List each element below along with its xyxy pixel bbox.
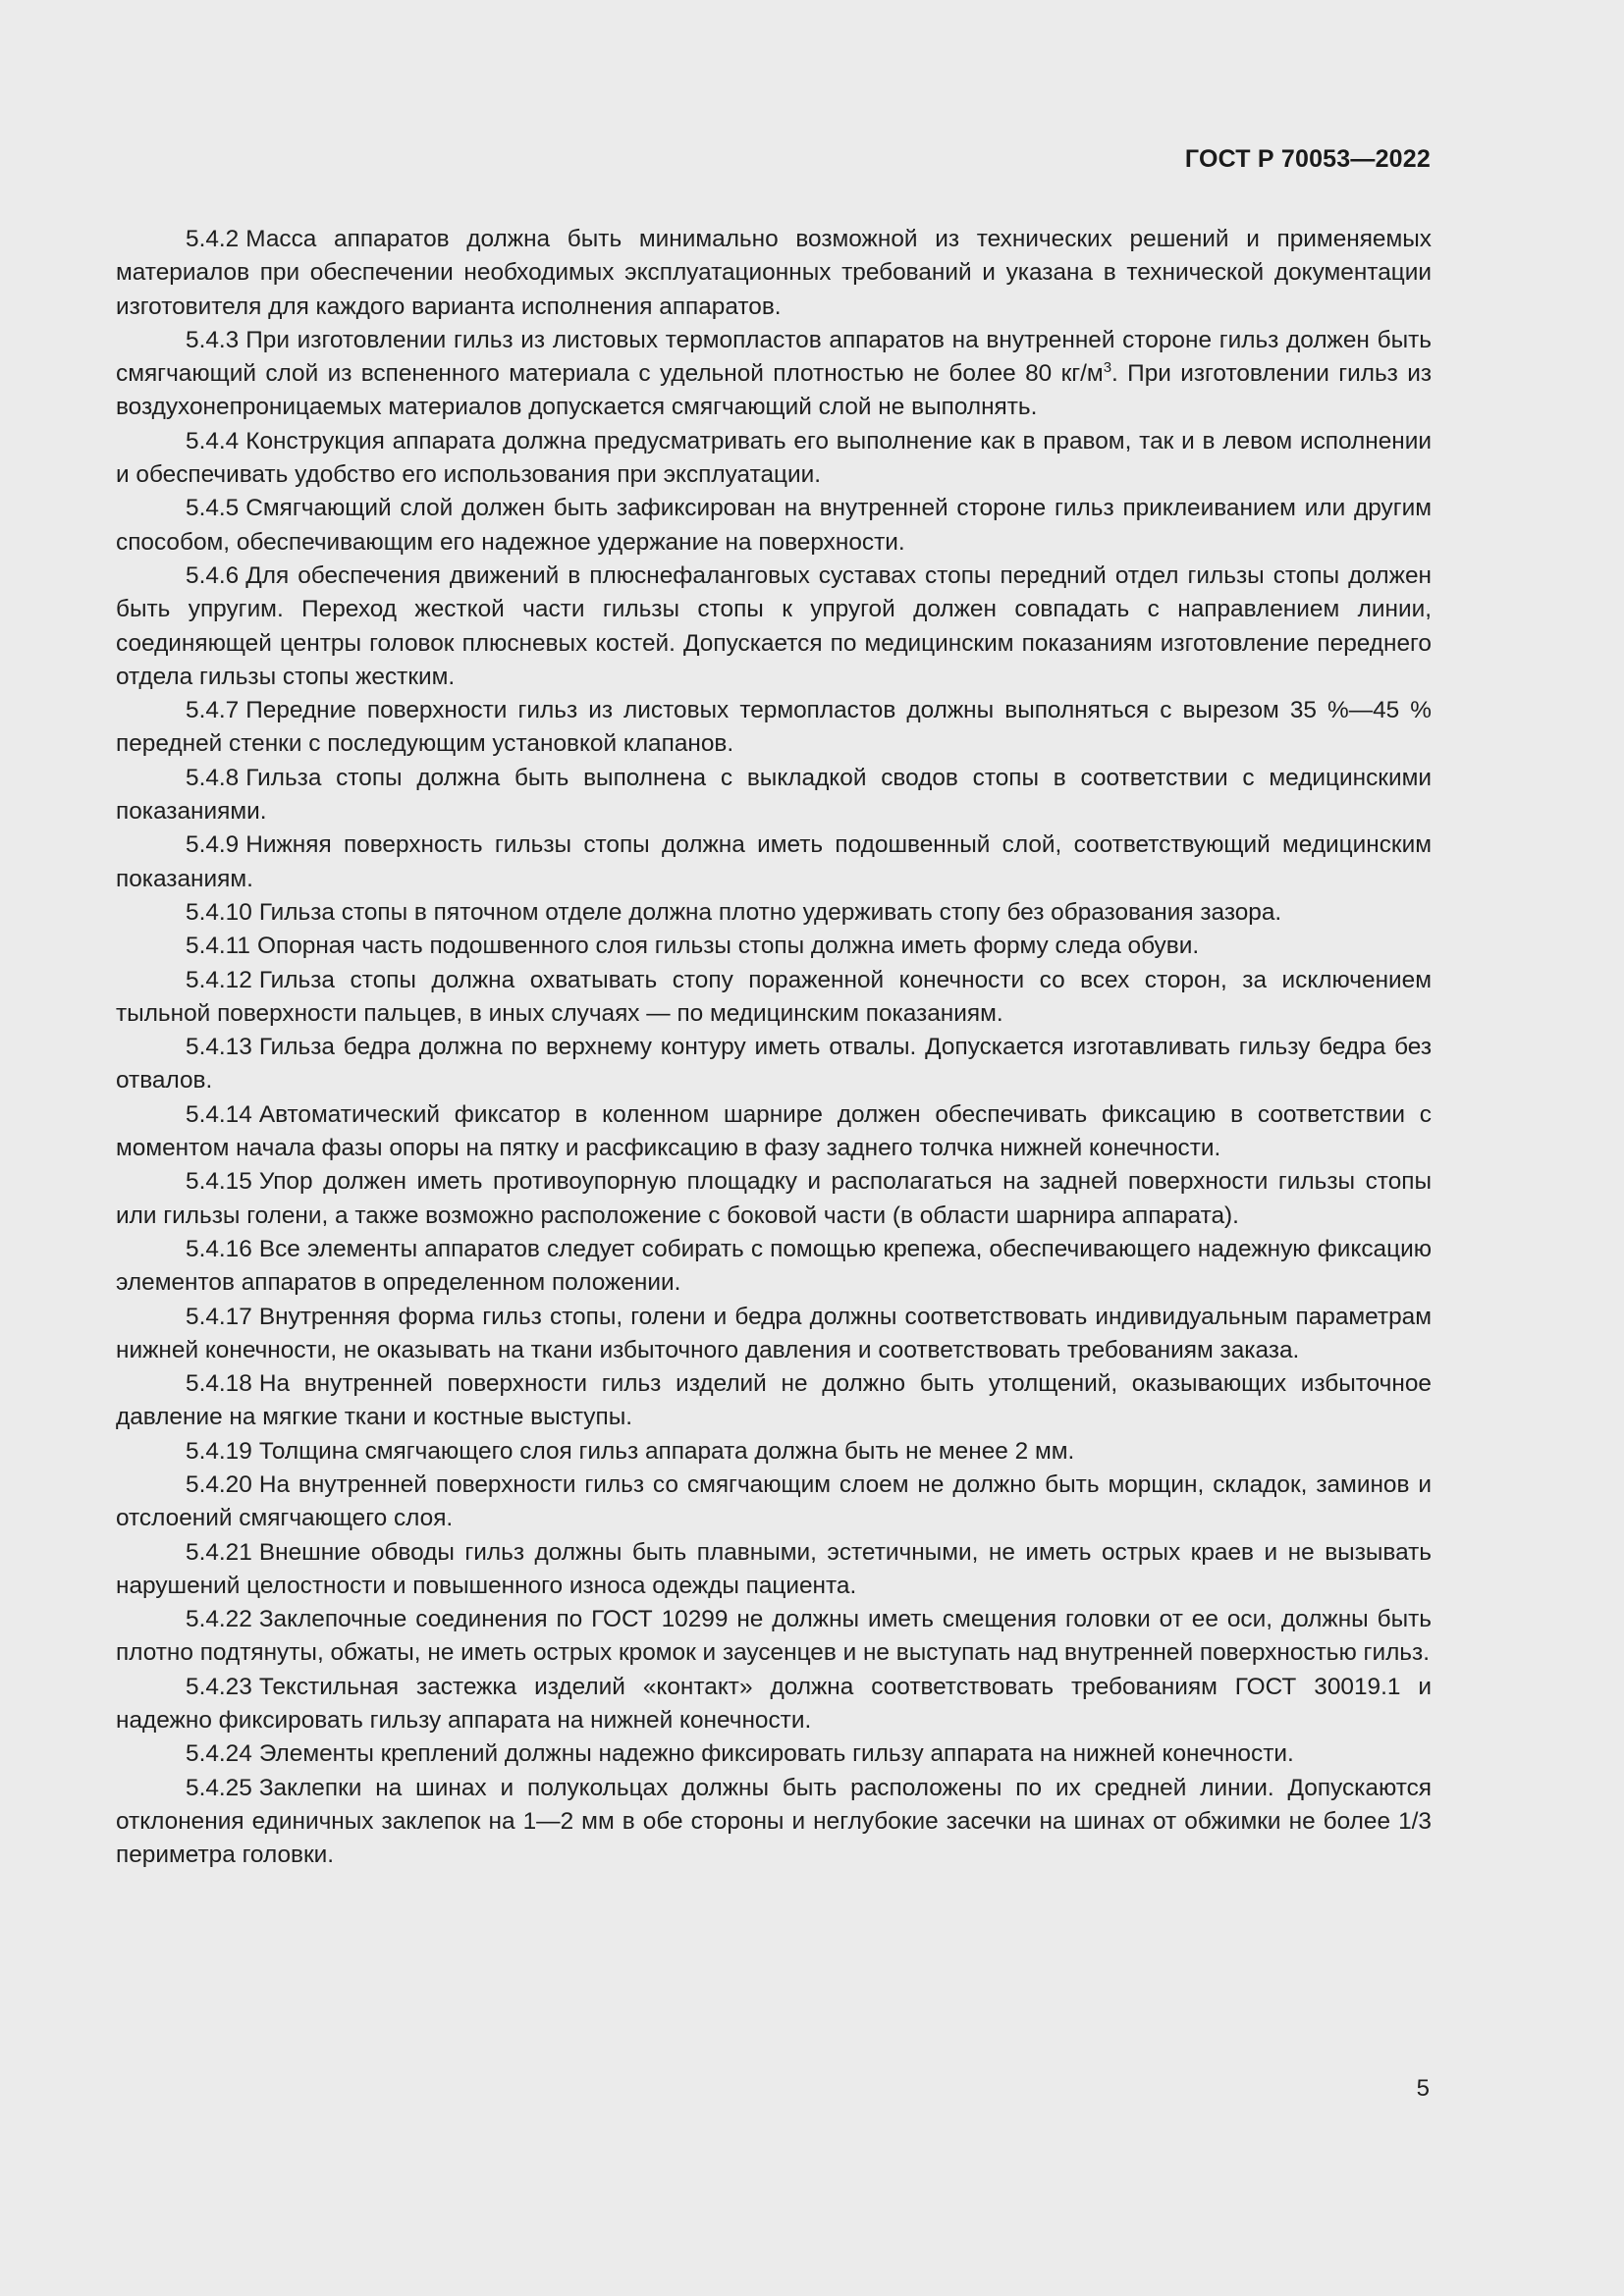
paragraph-5-4-22 [116, 1603, 1432, 1671]
paragraph-5-4-11 [116, 930, 1432, 963]
paragraph-text-continued: . При изготовлении гильз из воздухонепроницаемых материалов допускается смягчающий слой не выполнять. [116, 360, 1433, 421]
paragraph-5-4-9 [116, 828, 1432, 896]
paragraph-5-4-12 [116, 964, 1432, 1032]
paragraph-5-4-2 [116, 223, 1432, 324]
paragraph-text: Гильза стопы должна охватывать стопу пораженной конечности со всех сторон, за исключением тыльной поверхности пальцев, в иных случаях — по медицинским показаниям. [116, 966, 1432, 1027]
paragraph-number: 5.4.21 [186, 1538, 252, 1566]
paragraph-text: Масса аппаратов должна быть минимально возможной из технических решений и применяемых материалов при обеспечении необходимых эксплуатационных требований и указана в технической документации изготовителя для каждого варианта исполнения аппаратов. [116, 226, 1432, 320]
paragraph-5-4-7 [116, 694, 1432, 762]
paragraph-text: Гильза стопы в пяточном отделе должна плотно удерживать стопу без образования зазора. [258, 898, 1282, 926]
paragraph-number: 5.4.23 [186, 1673, 252, 1700]
paragraph-5-4-15 [116, 1165, 1432, 1233]
paragraph-number: 5.4.6 [186, 561, 240, 589]
paragraph-number: 5.4.19 [186, 1437, 252, 1465]
paragraph-text: Опорная часть подошвенного слоя гильзы стопы должна иметь форму следа обуви. [257, 933, 1200, 960]
paragraph-text: На внутренней поверхности гильз со смягчающим слоем не должно быть морщин, складок, заминов и отслоений смягчающего слоя. [116, 1470, 1432, 1532]
paragraph-number: 5.4.24 [186, 1740, 252, 1768]
paragraph-number: 5.4.11 [186, 933, 251, 960]
paragraph-5-4-8 [116, 762, 1432, 829]
paragraph-text: Заклепочные соединения по ГОСТ 10299 не должны иметь смещения головки от ее оси, должны быть плотно подтянуты, обжаты, не иметь острых кромок и заусенцев и не выступать над внутренней поверхностью гильз. [116, 1606, 1432, 1667]
paragraph-number: 5.4.14 [186, 1100, 252, 1128]
paragraph-5-4-14 [116, 1098, 1432, 1166]
paragraph-number: 5.4.20 [186, 1470, 252, 1498]
paragraph-5-4-19 [116, 1435, 1432, 1468]
paragraph-5-4-23 [116, 1671, 1432, 1738]
paragraph-number: 5.4.13 [186, 1034, 252, 1061]
paragraph-5-4-16 [116, 1233, 1432, 1301]
paragraph-text: Заклепки на шинах и полукольцах должны быть расположены по их средней линии. Допускаются отклонения единичных заклепок на 1—2 мм в обе стороны и неглубокие засечки на шинах от обжимки не более 1/3 периметра головки. [116, 1774, 1432, 1869]
paragraph-5-4-21 [116, 1536, 1432, 1604]
paragraph-text: Упор должен иметь противоупорную площадку и располагаться на задней поверхности гильзы стопы или гильзы голени, а также возможно расположение с боковой части (в области шарнира аппарата). [116, 1168, 1432, 1229]
paragraph-number: 5.4.2 [186, 226, 240, 252]
paragraph-text: Конструкция аппарата должна предусматривать его выполнение как в правом, так и в левом исполнении и обеспечивать удобство его использования при эксплуатации. [116, 427, 1432, 489]
paragraph-number: 5.4.25 [186, 1774, 252, 1801]
paragraph-5-4-6 [116, 560, 1432, 694]
paragraph-5-4-5 [116, 492, 1432, 560]
paragraph-text: Передние поверхности гильз из листовых термопластов должны выполняться с вырезом 35 %—45 % передней стенки с последующим установкой клапанов. [116, 697, 1432, 758]
paragraph-number: 5.4.16 [186, 1235, 252, 1262]
paragraph-text: Гильза бедра должна по верхнему контуру иметь отвалы. Допускается изготавливать гильзу бедра без отвалов. [116, 1034, 1432, 1095]
paragraph-text: На внутренней поверхности гильз изделий не должно быть утолщений, оказывающих избыточное давление на мягкие ткани и костные выступы. [116, 1370, 1432, 1431]
paragraph-5-4-18 [116, 1367, 1432, 1435]
paragraph-text: Смягчающий слой должен быть зафиксирован на внутренней стороне гильз приклеиванием или другим способом, обеспечивающим его надежное удержание на поверхности. [116, 495, 1432, 556]
paragraph-5-4-10 [116, 896, 1432, 930]
paragraph-text: Толщина смягчающего слоя гильз аппарата должна быть не менее 2 мм. [258, 1437, 1075, 1465]
paragraph-text: При изготовлении гильз из листовых термопластов аппаратов на внутренней стороне гильз должен быть смягчающий слой из вспененного материала с удельной плотностью не более 80 кг/м [116, 326, 1432, 388]
paragraph-text: Нижняя поверхность гильзы стопы должна иметь подошвенный слой, соответствующий медицинским показаниям. [116, 831, 1432, 892]
paragraph-text: Автоматический фиксатор в коленном шарнире должен обеспечивать фиксацию в соответствии с моментом начала фазы опоры на пятку и расфиксацию в фазу заднего толчка нижней конечности. [116, 1100, 1432, 1162]
paragraph-number: 5.4.10 [186, 898, 252, 926]
paragraph-5-4-17 [116, 1301, 1432, 1368]
paragraph-number: 5.4.5 [186, 495, 240, 522]
paragraph-text: Внутренняя форма гильз стопы, голени и бедра должны соответствовать индивидуальным параметрам нижней конечности, не оказывать на ткани избыточного давления и соответствовать требованиям заказа. [116, 1303, 1432, 1363]
paragraph-text: Для обеспечения движений в плюснефаланговых суставах стопы передний отдел гильзы стопы должен быть упругим. Переход жесткой части гильзы стопы к упругой должен совпадать с направлением линии, соединяющей центры головок плюсневых костей. Допускается по медицинским показаниям изготовление переднего отдела гильзы стопы жестким. [116, 561, 1432, 690]
paragraph-number: 5.4.9 [186, 831, 240, 859]
paragraph-number: 5.4.17 [186, 1303, 252, 1330]
paragraph-number: 5.4.3 [186, 326, 240, 353]
paragraph-text: Все элементы аппаратов следует собирать с помощью крепежа, обеспечивающего надежную фиксацию элементов аппаратов в определенном положении. [116, 1235, 1432, 1297]
paragraph-number: 5.4.22 [186, 1606, 252, 1633]
superscript: 3 [1103, 359, 1112, 377]
paragraph-number: 5.4.7 [186, 697, 240, 724]
paragraph-number: 5.4.4 [186, 427, 240, 454]
paragraph-5-4-4 [116, 425, 1432, 493]
paragraph-number: 5.4.8 [186, 764, 240, 791]
paragraph-number: 5.4.12 [186, 966, 252, 993]
paragraph-5-4-24 [116, 1737, 1432, 1771]
paragraph-5-4-13 [116, 1031, 1432, 1098]
page-number: 5 [1416, 2075, 1430, 2102]
paragraph-number: 5.4.18 [186, 1370, 252, 1398]
paragraph-text: Внешние обводы гильз должны быть плавными, эстетичными, не иметь острых краев и не вызывать нарушений целостности и повышенного износа одежды пациента. [116, 1538, 1432, 1599]
document-body [116, 223, 1432, 1873]
paragraph-text: Текстильная застежка изделий «контакт» должна соответствовать требованиям ГОСТ 30019.1 и надежно фиксировать гильзу аппарата на нижней конечности. [116, 1673, 1432, 1735]
paragraph-text: Гильза стопы должна быть выполнена с выкладкой сводов стопы в соответствии с медицинскими показаниями. [116, 764, 1432, 826]
document-code-header: ГОСТ Р 70053—2022 [1184, 145, 1431, 173]
paragraph-5-4-3 [116, 324, 1432, 425]
paragraph-text: Элементы креплений должны надежно фиксировать гильзу аппарата на нижней конечности. [258, 1740, 1294, 1768]
paragraph-number: 5.4.15 [186, 1168, 252, 1196]
paragraph-5-4-25 [116, 1772, 1432, 1873]
paragraph-5-4-20 [116, 1468, 1432, 1536]
